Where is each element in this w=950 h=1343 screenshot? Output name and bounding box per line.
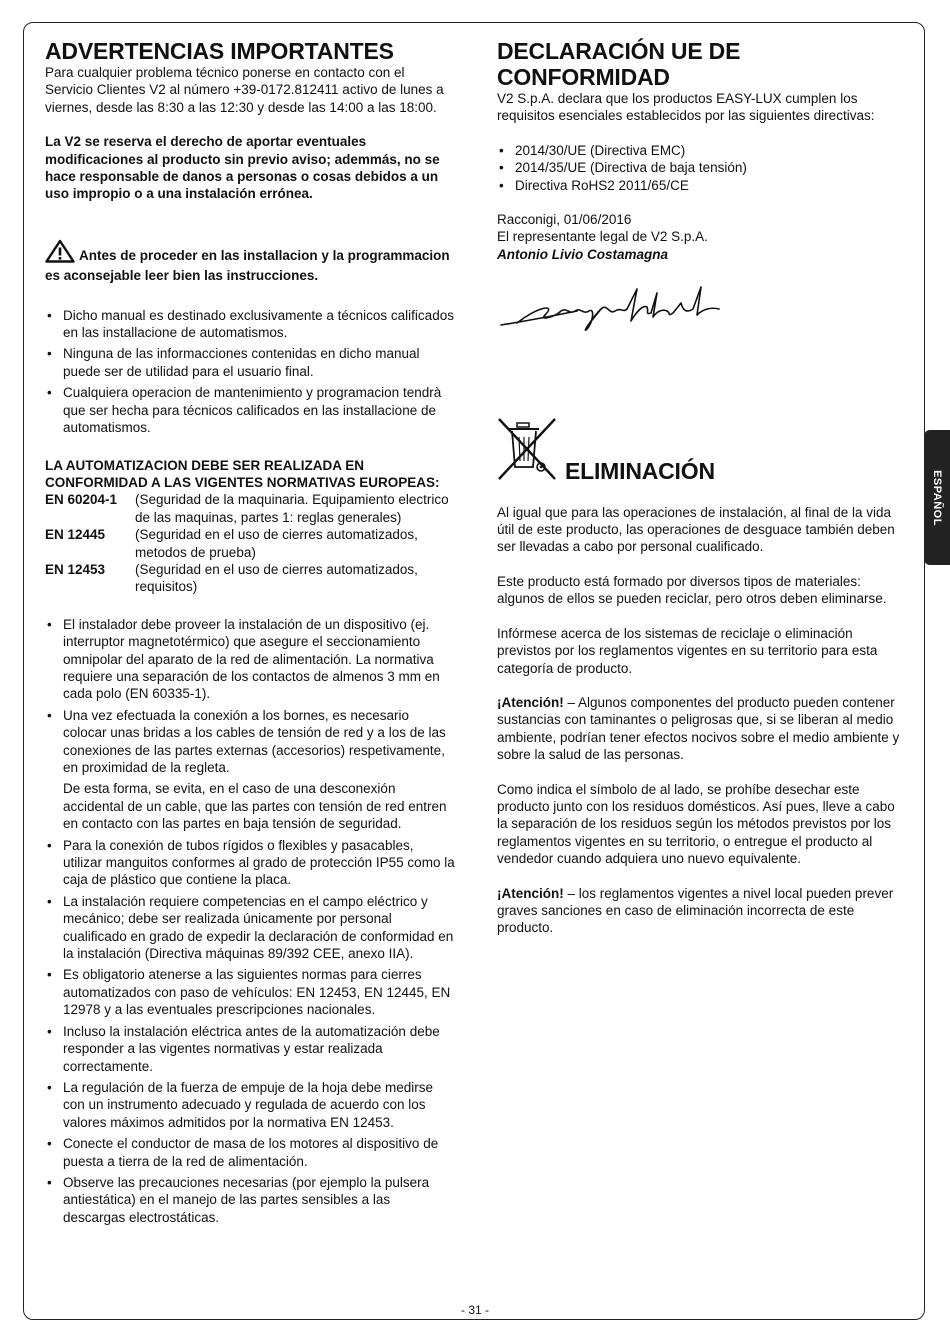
installation-list [45, 616, 455, 777]
representative-label: El representante legal de V2 S.p.A. [497, 229, 708, 245]
crossed-bin-icon [497, 417, 557, 485]
warnings-title: ADVERTENCIAS IMPORTANTES [45, 38, 394, 64]
declaration-intro: V2 S.p.A. declara que los productos EASY-LUX cumplen los requisitos esenciales establecidos por las siguientes directivas: [497, 91, 875, 124]
declaration-title: DECLARACIÓN UE DE CONFORMIDAD [497, 38, 741, 90]
list-item: • Conecte el conductor de masa de los motores al dispositivo de puesta a tierra de la red de alimentación. [45, 1135, 455, 1170]
list-item: • Directiva RoHS2 2011/65/CE [497, 177, 905, 194]
directives-list [497, 142, 905, 194]
page-number: - 31 - [460, 1303, 489, 1317]
norms-table [45, 491, 455, 595]
list-item: • La regulación de la fuerza de empuje de la hoja debe medirse con un instrumento adecuado y regulada de acuerdo con los valores máximos admitidos por la normativa EN 12453. [45, 1079, 455, 1131]
list-item: • El instalador debe proveer la instalación de un dispositivo (ej. interruptor magnetotérmico) que asegure el seccionamiento omnipolar del aparato de la red de alimentación. La normativa requiere una separación de los contactos de almenos 3 mm en cada polo (EN 60335-1). [45, 616, 455, 703]
norm-row [45, 491, 455, 526]
attention-text: – los reglamentos vigentes a nivel local pueden prever graves sanciones en caso de eliminación incorrecta de este producto. [497, 885, 894, 936]
norms-heading: LA AUTOMATIZACION DEBE SER REALIZADA EN CONFORMIDAD A LAS VIGENTES NORMATIVAS EUROPEAS: [45, 457, 440, 490]
technician-list [45, 307, 455, 437]
list-item: • Incluso la instalación eléctrica antes de la automatización debe responder a las vigentes normativas y estar realizada correctamente. [45, 1023, 455, 1075]
warnings-intro: Para cualquier problema técnico ponerse en contacto con el Servicio Clientes V2 al número +39-0172.812411 activo de lunes a viernes, desde las 8:30 a las 12:30 y desde las 14:00 a las 18:00. [45, 65, 444, 115]
list-item: • Una vez efectuada la conexión a los bornes, es necesario colocar unas bridas a los cables de tensión de red y a los de las conexiones de las partes externas (accesorios) respetivamente, en proximidad de la regleta. [45, 707, 455, 777]
list-item: • Para la conexión de tubos rígidos o flexibles y pasacables, utilizar manguitos conformes al grado de protección IP55 como la caja de plástico que contiene la placa. [45, 837, 455, 889]
norm-code: EN 60204-1 [45, 492, 118, 508]
disposal-paragraph: Como indica el símbolo de al lado, se prohíbe desechar este producto junto con los residuos domésticos. Así pues, lleve a cabo la separación de los residuos según los métodos previstos por los reglamentos vigentes en su territorio, o entregue el producto al vendedor cuando adquiera uno nuevo equivalente. [497, 781, 895, 867]
language-tab-label: ESPAÑOL [931, 469, 943, 526]
norm-desc: (Seguridad en el uso de cierres automatizados, metodos de prueba) [135, 527, 418, 560]
disposal-title: ELIMINACIÓN [565, 457, 715, 484]
attention-label: ¡Atención! [497, 885, 564, 901]
attention-text: – Algunos componentes del producto pueden contener sustancias con taminantes o peligrosas que, si se liberan al medio ambiente, podrían tener efectos nocivos sobre el medio ambiente y sobre la salud de las personas. [497, 694, 900, 763]
disposal-header [497, 417, 905, 485]
installation-list-2 [45, 837, 455, 1227]
list-item: • La instalación requiere competencias en el campo eléctrico y mecánico; debe ser realizada únicamente por personal cualificado en grado de expedir la declaración de conformidad en la instalación (Directiva máquinas 89/392 CEE, anexo IIA). [45, 893, 455, 963]
warning-text: Antes de proceder en las installacion y la programmacion es aconsejable leer bien las instrucciones. [45, 247, 450, 284]
list-item: • Dicho manual es destinado exclusivamente a técnicos calificados en las installacione de automatismos. [45, 307, 455, 342]
norm-desc: (Seguridad de la maquinaria. Equipamiento electrico de las maquinas, partes 1: reglas generales) [135, 492, 449, 525]
left-column [45, 38, 455, 1230]
list-item: • Cualquiera operacion de mantenimiento y programacion tendrà que ser hecha para técnicos calificados en las installacione de automatismos. [45, 384, 455, 436]
attention-label: ¡Atención! [497, 694, 564, 710]
attention-paragraph-1 [497, 694, 905, 764]
list-item: • 2014/30/UE (Directiva EMC) [497, 142, 905, 159]
list-item: • 2014/35/UE (Directiva de baja tensión) [497, 159, 905, 176]
list-item: • Observe las precauciones necesarias (por ejemplo la pulsera antiestática) en el manejo de las partes sensibles a las descargas electrostáticas. [45, 1174, 455, 1226]
signatory-name: Antonio Livio Costamagna [497, 246, 669, 262]
list-item-continuation: De esta forma, se evita, en el caso de una desconexión accidental de un cable, que las partes con tensión de red entren en contacto con las partes en baja tensión de seguridad. [63, 781, 447, 832]
disclaimer: La V2 se reserva el derecho de aportar eventuales modificaciones al producto sin previo aviso; ademmás, no se hace responsable de danos a personas o cosas debidos a un uso impropio o a una instalación errónea. [45, 134, 440, 202]
signature [497, 281, 905, 341]
disposal-paragraph: Al igual que para las operaciones de instalación, al final de la vida útil de este producto, las operaciones de desguace también deben ser llevadas a cabo por personal cualificado. [497, 504, 895, 555]
norm-code: EN 12445 [45, 527, 106, 543]
list-item: • Es obligatorio atenerse a las siguientes normas para cierres automatizados con paso de vehículos: EN 12453, EN 12445, EN 12978 y a las eventuales prescripciones nacionales. [45, 966, 455, 1018]
attention-paragraph-2 [497, 885, 905, 937]
disposal-paragraph: Este producto está formado por diversos tipos de materiales: algunos de ellos se pueden reciclar, pero otros deben eliminarse. [497, 573, 887, 607]
list-item: • Ninguna de las informacciones contenidas en dicho manual puede ser de utilidad para el usuario final. [45, 345, 455, 380]
warning-notice [45, 239, 455, 285]
disposal-paragraph: Infórmese acerca de los sistemas de reciclaje o eliminación previstos por los reglamentos vigentes en su territorio para esta categoría de producto. [497, 625, 878, 676]
norm-row [45, 526, 455, 561]
language-tab [924, 430, 950, 565]
norm-code: EN 12453 [45, 561, 106, 577]
norm-row [45, 561, 455, 596]
norm-desc: (Seguridad en el uso de cierres automatizados, requisitos) [135, 561, 418, 595]
right-column [497, 38, 905, 937]
warning-triangle-icon [45, 239, 75, 267]
place-date: Racconigi, 01/06/2016 [497, 212, 632, 228]
